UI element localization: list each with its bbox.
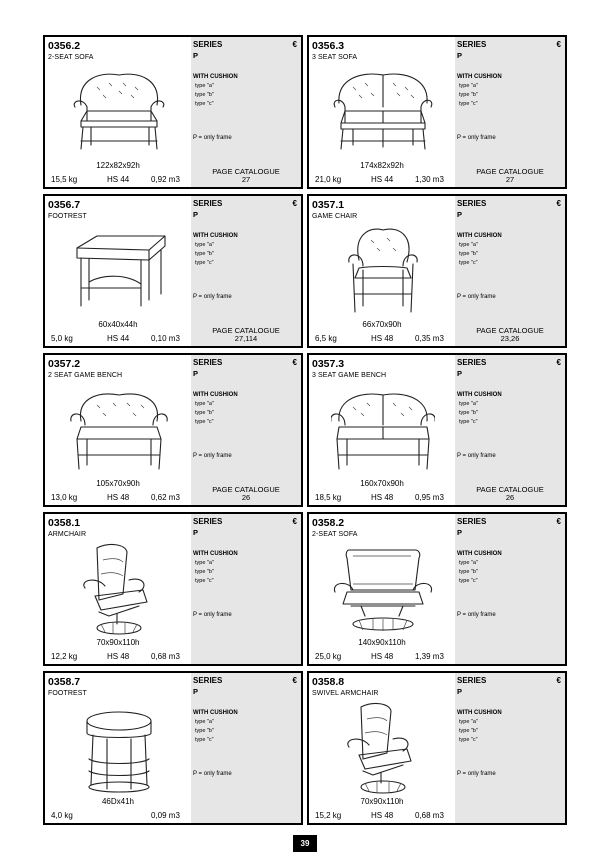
product-dimensions: 70x90x110h xyxy=(360,797,404,806)
product-code: 0358.2 xyxy=(312,517,345,529)
product-card xyxy=(307,194,567,348)
series-panel xyxy=(191,355,301,505)
euro-icon: € xyxy=(292,517,297,526)
product-dimensions: 70x90x110h xyxy=(96,638,140,647)
two-seat-sofa-icon xyxy=(67,63,171,159)
series-label: SERIES xyxy=(193,358,223,367)
euro-icon: € xyxy=(292,40,297,49)
cushion-types: type "a" type "b" type "c" xyxy=(195,401,214,425)
series-label: SERIES xyxy=(457,199,487,208)
product-dimensions: 46Dx41h xyxy=(101,797,135,806)
product-code: 0356.3 xyxy=(312,40,345,52)
cushion-label: WITH CUSHION xyxy=(457,551,502,557)
product-weight: 13,0 kg xyxy=(51,493,78,502)
catalogue-reference: PAGE CATALOGUE 26 xyxy=(212,485,280,502)
product-weight: 21,0 kg xyxy=(315,175,342,184)
euro-icon: € xyxy=(556,517,561,526)
product-volume: 1,30 m3 xyxy=(415,175,444,184)
product-hs-code: HS 48 xyxy=(107,493,130,502)
product-code: 0358.8 xyxy=(312,676,345,688)
product-dimensions: 174x82x92h xyxy=(360,161,404,170)
product-name: 2-SEAT SOFA xyxy=(48,54,94,61)
product-name: 3 SEAT GAME BENCH xyxy=(312,372,387,379)
frame-note: P = only frame xyxy=(457,771,496,777)
frame-note: P = only frame xyxy=(193,294,232,300)
series-label: SERIES xyxy=(457,517,487,526)
product-card xyxy=(43,671,303,825)
product-dimensions: 60x40x44h xyxy=(98,320,138,329)
cushion-types: type "a" type "b" type "c" xyxy=(195,719,214,743)
product-name: FOOTREST xyxy=(48,690,87,697)
product-dimensions: 66x70x90h xyxy=(362,320,402,329)
frame-note: P = only frame xyxy=(193,612,232,618)
catalogue-reference: PAGE CATALOGUE 23,26 xyxy=(476,326,544,343)
catalogue-reference: PAGE CATALOGUE 27 xyxy=(476,167,544,184)
cushion-label: WITH CUSHION xyxy=(193,551,238,557)
product-hs-code: HS 44 xyxy=(107,334,130,343)
product-card xyxy=(307,35,567,189)
product-weight: 15,5 kg xyxy=(51,175,78,184)
product-name: 2-SEAT SOFA xyxy=(312,531,358,538)
series-code: P xyxy=(457,528,463,537)
three-seat-bench-icon xyxy=(331,381,435,477)
product-card xyxy=(43,512,303,666)
series-panel xyxy=(455,37,565,187)
swivel-armchair-icon xyxy=(331,699,435,795)
product-code: 0356.7 xyxy=(48,199,81,211)
product-volume: 0,62 m3 xyxy=(151,493,180,502)
euro-icon: € xyxy=(292,358,297,367)
product-name: ARMCHAIR xyxy=(48,531,87,538)
three-seat-sofa-icon xyxy=(331,63,435,159)
product-hs-code: HS 48 xyxy=(371,811,394,820)
series-label: SERIES xyxy=(193,676,223,685)
product-weight: 12,2 kg xyxy=(51,652,78,661)
frame-note: P = only frame xyxy=(457,612,496,618)
product-volume: 0,10 m3 xyxy=(151,334,180,343)
product-name: GAME CHAIR xyxy=(312,213,358,220)
product-card xyxy=(307,512,567,666)
cushion-label: WITH CUSHION xyxy=(457,392,502,398)
cushion-label: WITH CUSHION xyxy=(457,74,502,80)
product-card xyxy=(307,671,567,825)
product-card xyxy=(43,194,303,348)
series-panel xyxy=(455,355,565,505)
page-number: 39 xyxy=(293,835,317,852)
series-code: P xyxy=(457,210,463,219)
product-weight: 18,5 kg xyxy=(315,493,342,502)
series-label: SERIES xyxy=(193,517,223,526)
product-code: 0358.7 xyxy=(48,676,81,688)
frame-note: P = only frame xyxy=(457,135,496,141)
euro-icon: € xyxy=(556,676,561,685)
product-code: 0356.2 xyxy=(48,40,81,52)
product-volume: 0,92 m3 xyxy=(151,175,180,184)
cushion-label: WITH CUSHION xyxy=(457,233,502,239)
two-seat-bench-icon xyxy=(67,381,171,477)
euro-icon: € xyxy=(556,199,561,208)
catalogue-reference: PAGE CATALOGUE 27,114 xyxy=(212,326,280,343)
product-volume: 0,35 m3 xyxy=(415,334,444,343)
product-code: 0357.3 xyxy=(312,358,345,370)
series-label: SERIES xyxy=(457,358,487,367)
product-dimensions: 140x90x110h xyxy=(358,638,406,647)
cushion-types: type "a" type "b" type "c" xyxy=(459,83,478,107)
product-volume: 1,39 m3 xyxy=(415,652,444,661)
cushion-label: WITH CUSHION xyxy=(193,392,238,398)
product-hs-code: HS 44 xyxy=(371,175,394,184)
product-hs-code: HS 48 xyxy=(371,334,394,343)
round-footrest-icon xyxy=(67,699,171,795)
cushion-types: type "a" type "b" type "c" xyxy=(459,560,478,584)
series-label: SERIES xyxy=(457,676,487,685)
product-dimensions: 122x82x92h xyxy=(96,161,140,170)
product-name: SWIVEL ARMCHAIR xyxy=(312,690,379,697)
series-code: P xyxy=(193,369,199,378)
product-name: 3 SEAT SOFA xyxy=(312,54,358,61)
product-volume: 0,68 m3 xyxy=(151,652,180,661)
cushion-label: WITH CUSHION xyxy=(193,710,238,716)
series-panel xyxy=(191,37,301,187)
product-hs-code: HS 48 xyxy=(107,652,130,661)
series-panel xyxy=(455,673,565,823)
cushion-types: type "a" type "b" type "c" xyxy=(459,242,478,266)
euro-icon: € xyxy=(292,199,297,208)
product-weight: 15,2 kg xyxy=(315,811,342,820)
product-volume: 0,09 m3 xyxy=(151,811,180,820)
series-code: P xyxy=(457,369,463,378)
series-code: P xyxy=(193,51,199,60)
frame-note: P = only frame xyxy=(193,453,232,459)
product-code: 0358.1 xyxy=(48,517,81,529)
series-code: P xyxy=(193,687,199,696)
product-volume: 0,95 m3 xyxy=(415,493,444,502)
series-panel xyxy=(455,196,565,346)
footrest-icon xyxy=(67,222,171,318)
cushion-label: WITH CUSHION xyxy=(457,710,502,716)
series-label: SERIES xyxy=(457,40,487,49)
product-hs-code: HS 44 xyxy=(107,175,130,184)
series-panel xyxy=(455,514,565,664)
product-weight: 6,5 kg xyxy=(315,334,337,343)
game-chair-icon xyxy=(331,222,435,318)
product-weight: 4,0 kg xyxy=(51,811,73,820)
product-hs-code: HS 48 xyxy=(371,493,394,502)
euro-icon: € xyxy=(292,676,297,685)
product-name: 2 SEAT GAME BENCH xyxy=(48,372,123,379)
product-dimensions: 160x70x90h xyxy=(360,479,404,488)
product-card xyxy=(307,353,567,507)
product-hs-code: HS 48 xyxy=(371,652,394,661)
series-panel xyxy=(191,673,301,823)
product-weight: 5,0 kg xyxy=(51,334,73,343)
cushion-types: type "a" type "b" type "c" xyxy=(195,83,214,107)
frame-note: P = only frame xyxy=(193,135,232,141)
cushion-types: type "a" type "b" type "c" xyxy=(459,401,478,425)
frame-note: P = only frame xyxy=(457,294,496,300)
cushion-types: type "a" type "b" type "c" xyxy=(195,242,214,266)
series-code: P xyxy=(457,51,463,60)
series-label: SERIES xyxy=(193,40,223,49)
cushion-label: WITH CUSHION xyxy=(193,233,238,239)
series-panel xyxy=(191,196,301,346)
product-name: FOOTREST xyxy=(48,213,87,220)
series-code: P xyxy=(193,528,199,537)
catalogue-reference: PAGE CATALOGUE 26 xyxy=(476,485,544,502)
product-code: 0357.2 xyxy=(48,358,81,370)
cushion-types: type "a" type "b" type "c" xyxy=(459,719,478,743)
product-dimensions: 105x70x90h xyxy=(96,479,140,488)
cushion-types: type "a" type "b" type "c" xyxy=(195,560,214,584)
catalogue-reference: PAGE CATALOGUE 27 xyxy=(212,167,280,184)
swivel-sofa-icon xyxy=(331,540,435,636)
product-card xyxy=(43,353,303,507)
series-code: P xyxy=(193,210,199,219)
product-weight: 25,0 kg xyxy=(315,652,342,661)
frame-note: P = only frame xyxy=(457,453,496,459)
product-volume: 0,68 m3 xyxy=(415,811,444,820)
cushion-label: WITH CUSHION xyxy=(193,74,238,80)
product-card xyxy=(43,35,303,189)
product-code: 0357.1 xyxy=(312,199,345,211)
swivel-armchair-icon xyxy=(67,540,171,636)
series-panel xyxy=(191,514,301,664)
euro-icon: € xyxy=(556,40,561,49)
frame-note: P = only frame xyxy=(193,771,232,777)
series-code: P xyxy=(457,687,463,696)
euro-icon: € xyxy=(556,358,561,367)
series-label: SERIES xyxy=(193,199,223,208)
